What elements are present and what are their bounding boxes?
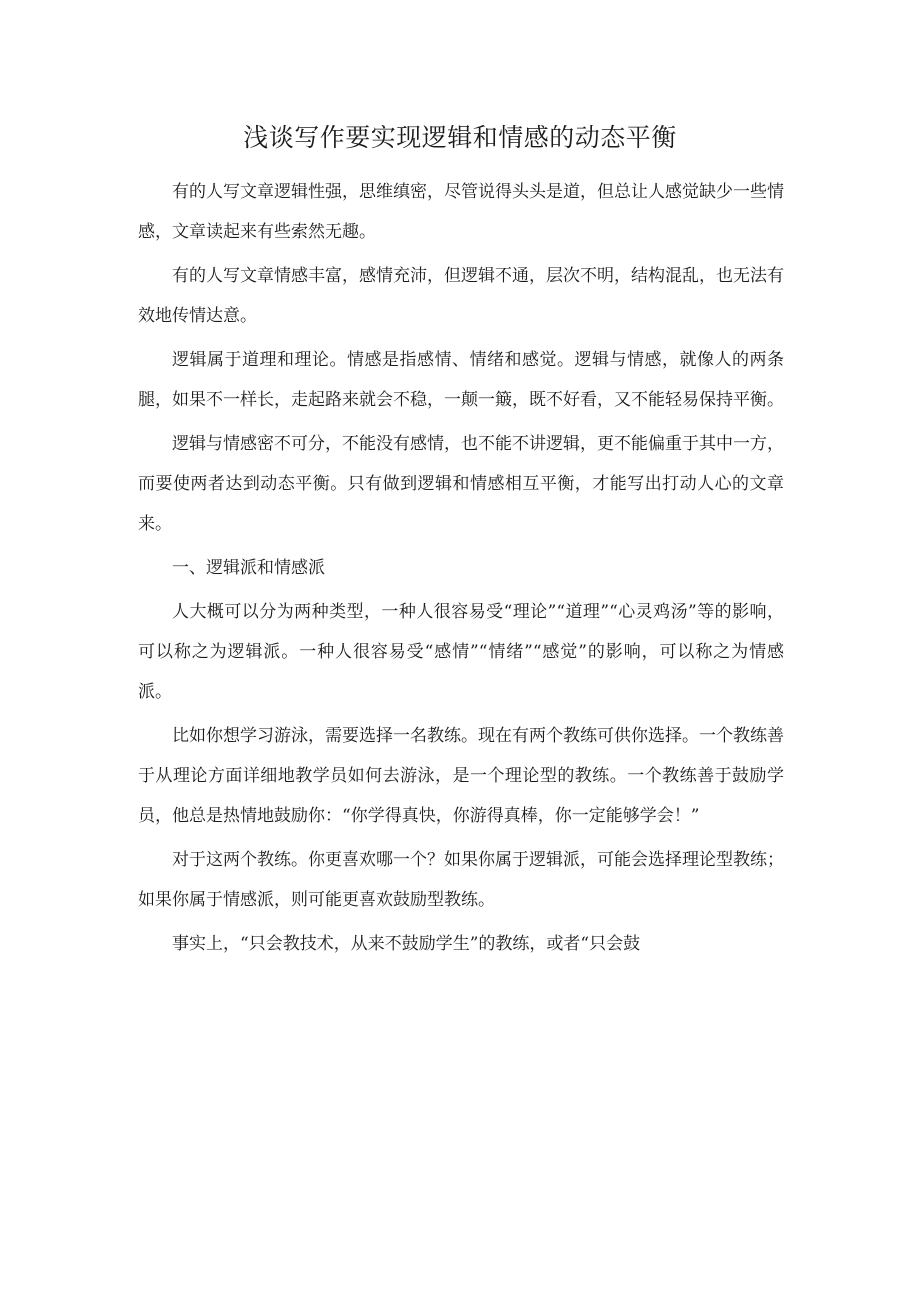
- paragraph: 对于这两个教练。你更喜欢哪一个？如果你属于逻辑派，可能会选择理论型教练；如果你属于情感派，则可能更喜欢鼓励型教练。: [138, 850, 784, 910]
- paragraph: 人大概可以分为两种类型，一种人很容易受“理论”“道理”“心灵鸡汤”等的影响，可以称之为逻辑派。一种人很容易受“感情”“情绪”“感觉”的影响，可以称之为情感派。: [138, 602, 784, 702]
- paragraph: 事实上，“只会教技术，从来不鼓励学生”的教练，或者“只会鼓: [172, 934, 641, 954]
- section-heading: 一、逻辑派和情感派: [172, 558, 325, 578]
- paragraph: 有的人写文章逻辑性强，思维缜密，尽管说得头头是道，但总让人感觉缺少一些情感，文章读起来有些索然无趣。: [138, 182, 784, 242]
- document-title: 浅谈写作要实现逻辑和情感的动态平衡: [243, 123, 677, 152]
- document-body: [138, 172, 784, 968]
- paragraph: 比如你想学习游泳，需要选择一名教练。现在有两个教练可供你选择。一个教练善于从理论方面详细地教学员如何去游泳，是一个理论型的教练。一个教练善于鼓励学员，他总是热情地鼓励你：“你学得真快，你游得真棒，你一定能够学会！”: [138, 726, 784, 826]
- paragraph: 有的人写文章情感丰富，感情充沛，但逻辑不通，层次不明，结构混乱，也无法有效地传情达意。: [138, 266, 784, 326]
- paragraph: 逻辑属于道理和理论。情感是指感情、情绪和感觉。逻辑与情感，就像人的两条腿，如果不一样长，走起路来就会不稳，一颠一簸，既不好看，又不能轻易保持平衡。: [138, 350, 784, 410]
- paragraph: 逻辑与情感密不可分，不能没有感情，也不能不讲逻辑，更不能偏重于其中一方，而要使两者达到动态平衡。只有做到逻辑和情感相互平衡，才能写出打动人心的文章来。: [138, 434, 784, 534]
